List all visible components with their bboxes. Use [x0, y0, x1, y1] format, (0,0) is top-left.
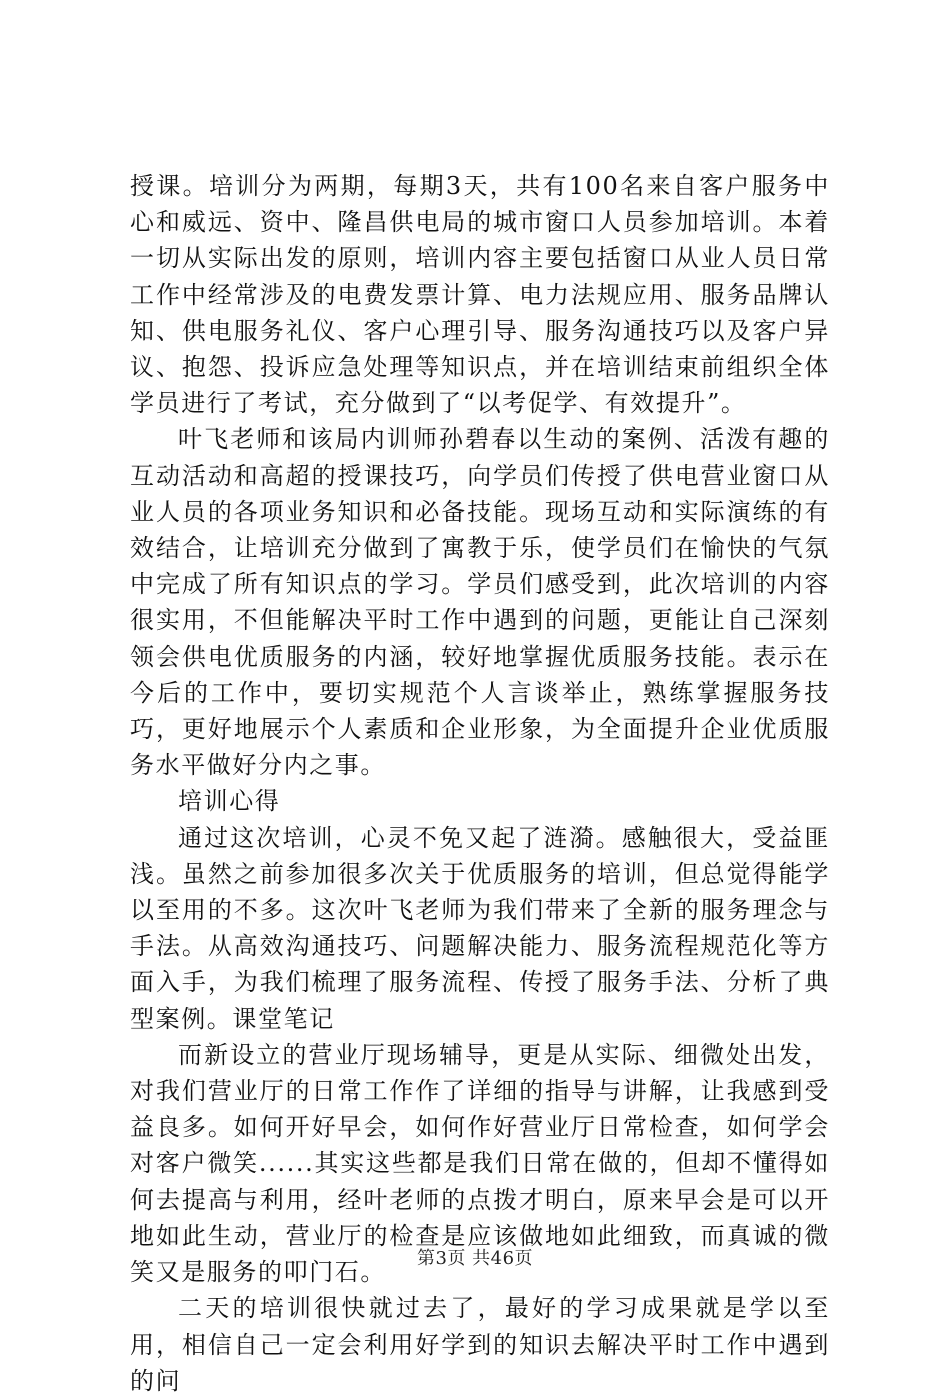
- paragraph-closing: 二天的培训很快就过去了，最好的学习成果就是学以至用，相信自己一定会利用好学到的知识去解决平时工作中遇到的问: [130, 1294, 830, 1395]
- paragraph-onsite-coaching: 而新设立的营业厅现场辅导，更是从实际、细微处出发，对我们营业厅的日常工作作了详细的指导与讲解，让我感到受益良多。如何开好早会，如何作好营业厅日常检查，如何学会对客户微笑......其实这些都是我们日常在做的，但却不懂得如何去提高与利用，经叶老师的点拨才明白，原来早会是可以开地如此生动，营业厅的检查是应该做地如此细致，而真诚的微笑又是服务的叩门石。: [130, 1040, 830, 1287]
- section-heading-training-reflections: 培训心得: [178, 787, 281, 816]
- paragraph-reflection-intro: 通过这次培训，心灵不免又起了涟漪。感触很大，受益匪浅。虽然之前参加很多次关于优质服务的培训，但总觉得能学以至用的不多。这次叶飞老师为我们带来了全新的服务理念与手法。从高效沟通技巧、问题解决能力、服务流程规范化等方面入手，为我们梳理了服务流程、传授了服务手法、分析了典型案例。课堂笔记: [130, 823, 830, 1033]
- paragraph-training-overview: 授课。培训分为两期，每期3天，共有100名来自客户服务中心和威远、资中、隆昌供电局的城市窗口人员参加培训。本着一切从实际出发的原则，培训内容主要包括窗口从业人员日常工作中经常涉及的电费发票计算、电力法规应用、服务品牌认知、供电服务礼仪、客户心理引导、服务沟通技巧以及客户异议、抱怨、投诉应急处理等知识点，并在培训结束前组织全体学员进行了考试，充分做到了“以考促学、有效提升”。: [130, 172, 830, 418]
- page-number-footer: 第3页 共46页: [416, 1248, 534, 1269]
- paragraph-trainer-methods: 叶飞老师和该局内训师孙碧春以生动的案例、活泼有趣的互动活动和高超的授课技巧，向学员们传授了供电营业窗口从业人员的各项业务知识和必备技能。现场互动和实际演练的有效结合，让培训充分做到了寓教于乐，使学员们在愉快的气氛中完成了所有知识点的学习。学员们感受到，此次培训的内容很实用，不但能解决平时工作中遇到的问题，更能让自己深刻领会供电优质服务的内涵，较好地掌握优质服务技能。表示在今后的工作中，要切实规范个人言谈举止，熟练掌握服务技巧，更好地展示个人素质和企业形象，为全面提升企业优质服务水平做好分内之事。: [130, 425, 830, 780]
- document-body: [130, 168, 830, 1399]
